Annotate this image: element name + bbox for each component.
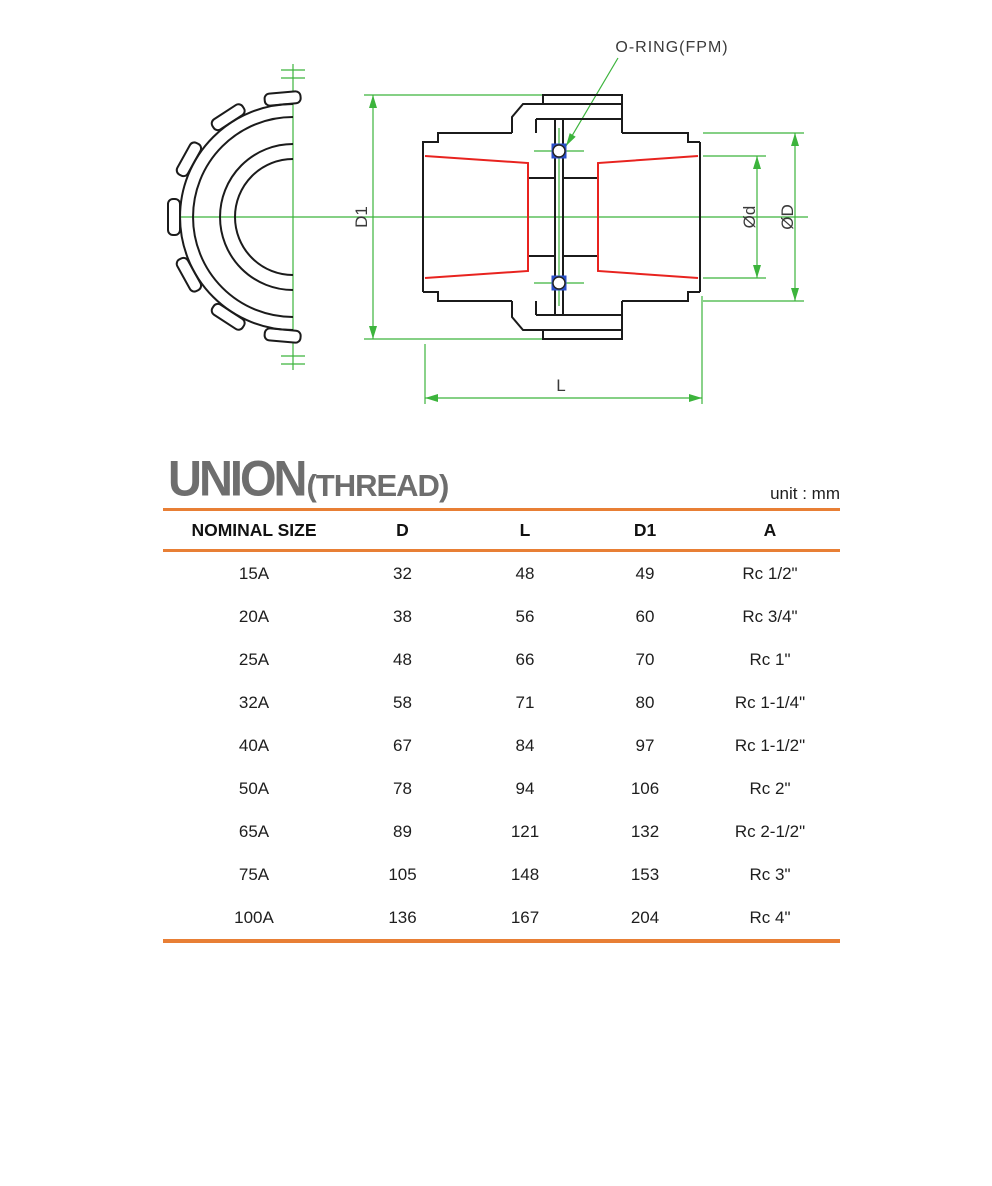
table-cell: 60 <box>635 606 655 626</box>
table-cell: 78 <box>393 778 412 798</box>
table-cell: 153 <box>630 864 660 884</box>
column-header: L <box>460 510 590 551</box>
table-cell: 49 <box>635 563 655 583</box>
table-cell: Rc 1-1/2" <box>734 735 806 755</box>
dim-label-d1: D1 <box>352 206 371 228</box>
table-cell: 204 <box>630 907 660 927</box>
table-cell: Rc 4" <box>749 907 791 927</box>
table-cell: 136 <box>388 907 417 927</box>
oring-bottom <box>552 276 566 290</box>
page-title-sub: (THREAD) <box>306 468 449 503</box>
table-cell: 148 <box>510 864 540 884</box>
column-header: NOMINAL SIZE <box>163 510 345 551</box>
table-cell: 80 <box>635 692 655 712</box>
table-cell: 75A <box>238 864 270 884</box>
table-cell: 65A <box>238 821 270 841</box>
table-row <box>163 853 840 896</box>
table-cell: Rc 1-1/4" <box>734 692 806 712</box>
table-cell: 32A <box>238 692 270 712</box>
table-row <box>163 724 840 767</box>
table-cell: 132 <box>630 821 660 841</box>
unit-label: unit : mm <box>770 484 840 503</box>
table-row <box>163 896 840 941</box>
technical-drawing <box>0 0 992 446</box>
table-cell: Rc 3/4" <box>742 606 798 626</box>
table-cell: 20A <box>238 606 270 626</box>
table-row <box>163 810 840 853</box>
oring-label: O-RING(FPM) <box>615 39 729 56</box>
size-table-head <box>163 510 840 551</box>
table-cell: 58 <box>393 692 412 712</box>
table-cell: 38 <box>393 606 412 626</box>
table-cell: Rc 2" <box>749 778 791 798</box>
column-header: D <box>345 510 460 551</box>
table-cell: 25A <box>238 649 270 669</box>
table-cell: 15A <box>238 563 270 583</box>
table-cell: 50A <box>238 778 270 798</box>
table-cell: 121 <box>510 821 540 841</box>
table-cell: 56 <box>515 606 535 626</box>
table-cell: 100A <box>234 907 274 927</box>
table-cell: 48 <box>515 563 535 583</box>
table-cell: 71 <box>515 692 535 712</box>
size-table-header-row <box>163 510 840 551</box>
table-row <box>163 638 840 681</box>
table-cell: 66 <box>515 649 535 669</box>
table-cell: 70 <box>635 649 655 669</box>
dim-label-length: L <box>556 376 566 395</box>
table-row <box>163 595 840 638</box>
centerlines <box>168 64 808 370</box>
table-cell: 97 <box>635 735 655 755</box>
table-cell: 94 <box>515 778 535 798</box>
table-cell: 89 <box>393 821 412 841</box>
table-cell: 105 <box>388 864 417 884</box>
table-cell: 84 <box>515 735 535 755</box>
size-table-body <box>163 551 840 942</box>
oring-top <box>552 144 566 158</box>
page-title: UNION <box>168 449 305 506</box>
column-header: D1 <box>590 510 700 551</box>
title-block <box>168 449 449 507</box>
table-row <box>163 767 840 810</box>
table-cell: 48 <box>393 649 412 669</box>
table-row <box>163 681 840 724</box>
table-cell: Rc 1/2" <box>742 563 798 583</box>
size-table <box>163 508 840 943</box>
column-header: A <box>700 510 840 551</box>
table-cell: 106 <box>630 778 660 798</box>
dimension-lines <box>364 58 804 404</box>
table-row <box>163 551 840 596</box>
dim-label-od-small: Ød <box>740 205 759 229</box>
dim-label-od-big: ØD <box>778 204 797 230</box>
table-cell: Rc 3" <box>749 864 791 884</box>
table-cell: 67 <box>393 735 412 755</box>
table-cell: 167 <box>510 907 540 927</box>
table-cell: 32 <box>393 563 412 583</box>
table-cell: Rc 2-1/2" <box>734 821 806 841</box>
table-cell: 40A <box>238 735 270 755</box>
table-cell: Rc 1" <box>749 649 791 669</box>
